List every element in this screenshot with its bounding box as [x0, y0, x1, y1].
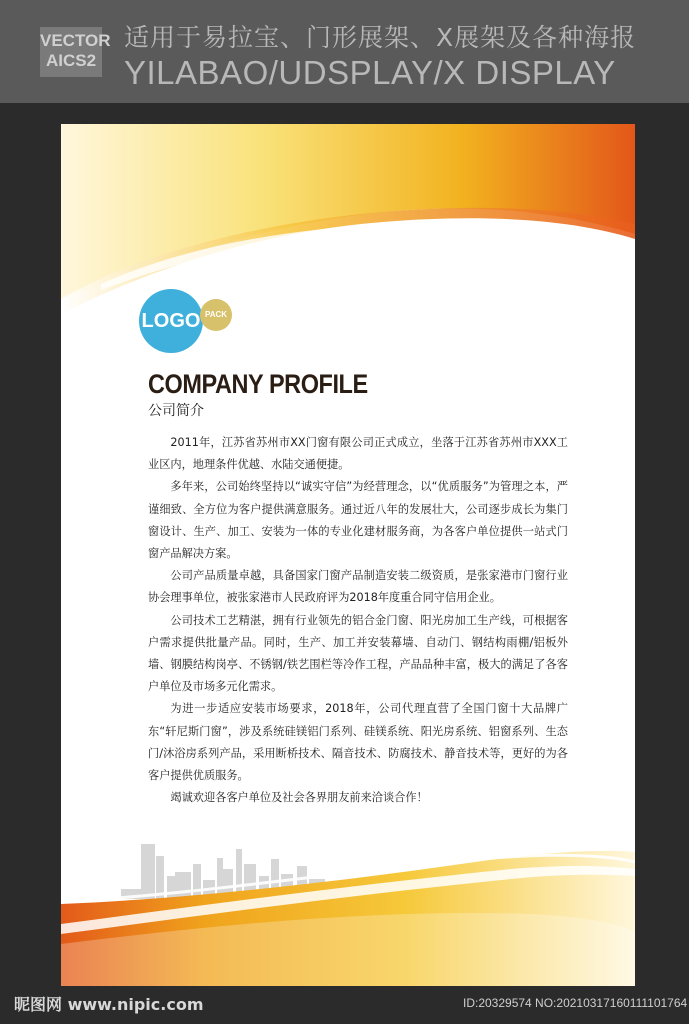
logo: LOGO [139, 289, 203, 353]
paragraph: 多年来，公司始终坚持以“诚实守信”为经营理念，以“优质服务”为管理之本，严谨细致、全方位为客户提供满意服务。通过近八年的发展壮大，公司逐步成长为集门窗设计、生产、加工、安装为一体的专业化建材服务商，为各客户单位提供一站式门窗产品解决方案。 [148, 480, 568, 561]
profile-body [148, 432, 568, 809]
vector-badge [40, 27, 111, 77]
paragraph: 公司技术工艺精湛，拥有行业领先的铝合金门窗、阳光房加工生产线，可根据客户需求提供批量产品。同时，生产、加工并安装幕墙、自动门、钢结构雨棚/铝板外墙、钢膜结构岗亭、不锈钢/铁艺围栏等冷作工程，产品品种丰富，极大的满足了各客户单位及市场多元化需求。 [148, 613, 568, 694]
badge-line1: VECTOR [40, 31, 111, 50]
paragraph: 竭诚欢迎各客户单位及社会各界朋友前来洽谈合作！ [170, 791, 428, 805]
watermark-site: 昵图网 www.nipic.com [14, 995, 204, 1014]
pack-badge: PACK [200, 299, 232, 331]
banner-title-en: YILABAO/UDSPLAY/X DISPLAY [124, 54, 616, 91]
badge-line2: AICS2 [45, 51, 97, 70]
company-profile-title: COMPANY PROFILE [148, 369, 368, 399]
paragraph: 为进一步适应安装市场要求，2018年，公司代理直营了全国门窗十大品牌广东“轩尼斯门窗”，涉及系统硅镁铝门系列、硅镁系统、阳光房系统、铝窗系列、生态门/沐浴房系列产品，采用断桥技术、隔音技术、防腐技术、静音技术等，更好的为各客户提供优质服务。 [148, 702, 568, 783]
paragraph: 2011年，江苏省苏州市XX门窗有限公司正式成立，坐落于江苏省苏州市XXX工业区内，地理条件优越、水陆交通便捷。 [148, 436, 568, 472]
watermark-id: ID:20329574 NO:20210317160111101764 [463, 996, 688, 1010]
paragraph: 公司产品质量卓越，具备国家门窗产品制造安装二级资质，是张家港市门窗行业协会理事单位，被张家港市人民政府评为2018年度重合同守信用企业。 [148, 569, 568, 605]
top-banner [0, 0, 689, 103]
company-profile-subtitle: 公司简介 [148, 403, 204, 419]
banner-title-cn: 适用于易拉宝、门形展架、X展架及各种海报 [124, 23, 637, 52]
poster [61, 124, 635, 986]
